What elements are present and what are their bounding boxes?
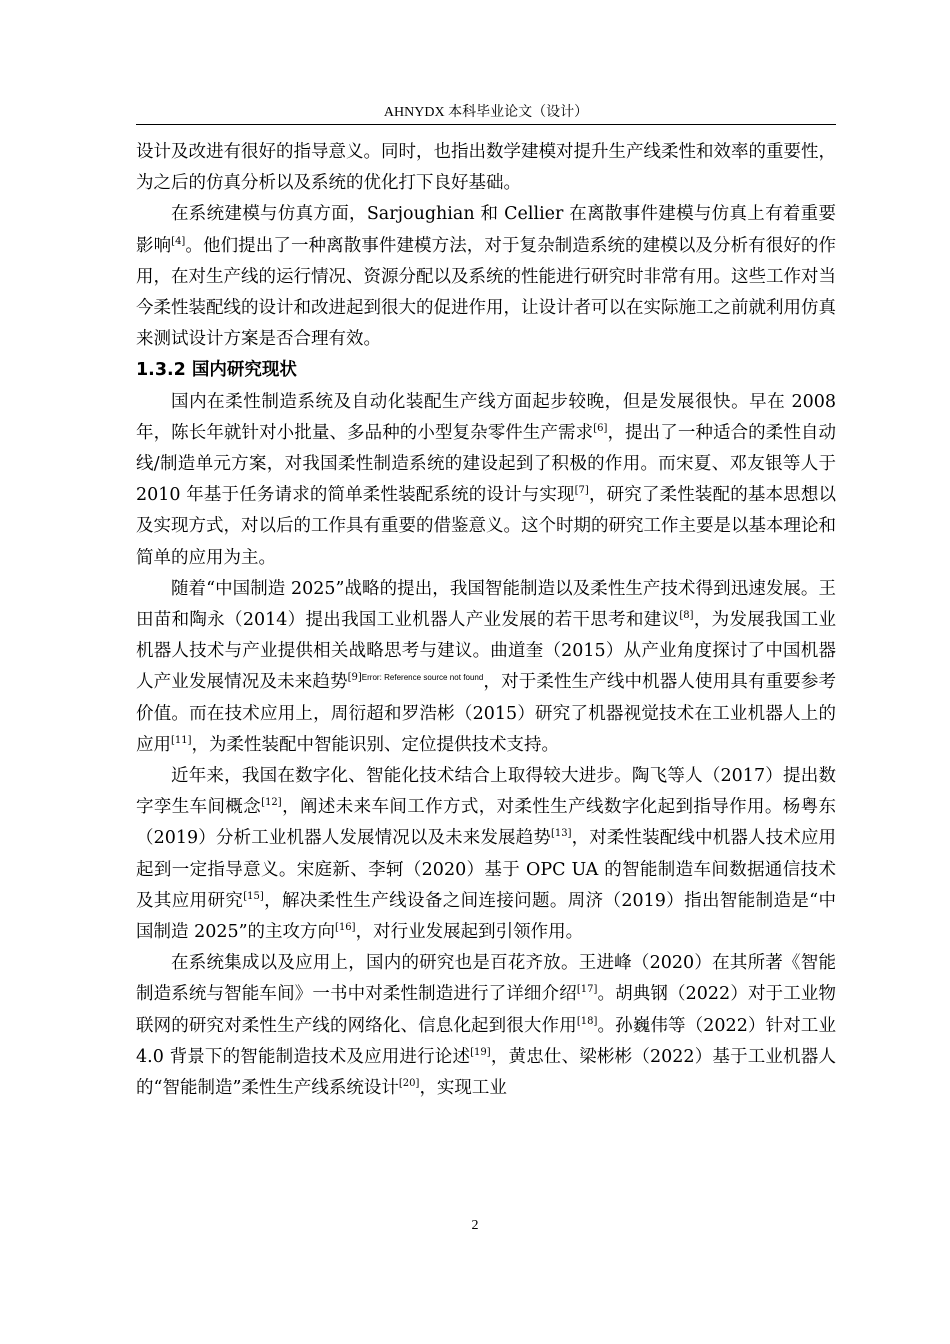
text-run: ，解决柔性生产线设备之间连接问题。周济（2019）指出智能制造是“中国制造 2025”的主攻方向 bbox=[136, 890, 836, 943]
citation-ref: [19] bbox=[470, 1046, 491, 1058]
paragraph bbox=[136, 574, 836, 761]
citation-ref: [9] bbox=[347, 672, 362, 684]
text-run: ，实现工业 bbox=[419, 1078, 507, 1099]
text-run: 近年来，我国在数字化、智能化技术结合上取得较大进步。陶飞等人（2017）提出数字孪生车间概念 bbox=[136, 766, 836, 818]
running-header: AHNYDX 本科毕业论文（设计） bbox=[383, 105, 589, 120]
paragraph bbox=[136, 387, 836, 574]
paragraph bbox=[136, 199, 836, 355]
text-run: ，为发展我国工业机器人技术与产业提供相关战略思考与建议。曲道奎（2015）从产业角度探讨了中国机器人产业发展情况及未来趋势 bbox=[136, 610, 837, 693]
text-run: ，黄忠仕、梁彬彬（2022）基于工业机器人的“智能制造”柔性生产线系统设计 bbox=[136, 1046, 836, 1099]
header-rule bbox=[136, 124, 836, 125]
citation-ref: [15] bbox=[243, 890, 264, 902]
citation-ref: [6] bbox=[593, 422, 608, 434]
citation-ref: [16] bbox=[335, 922, 356, 934]
citation-ref: [4] bbox=[171, 235, 186, 247]
paragraph bbox=[136, 761, 836, 948]
citation-ref: [18] bbox=[576, 1015, 598, 1027]
citation-ref: [13] bbox=[550, 828, 572, 840]
text-run: ，对柔性装配线中机器人技术应用起到一定指导意义。宋庭新、李轲（2020）基于 OPC UA 的智能制造车间数据通信技术及其应用研究 bbox=[136, 828, 836, 911]
text-run: ，对于柔性生产线中机器人使用具有重要参考价值。而在技术应用上，周衍超和罗浩彬（2015）研究了机器视觉技术在工业机器人上的应用 bbox=[136, 672, 837, 755]
text-run: ，阐述未来车间工作方式，对柔性生产线数字化起到指导作用。杨粤东（2019）分析工业机器人发展情况以及未来发展趋势 bbox=[136, 797, 837, 849]
text-run: 。胡典钢（2022）对于工业物联网的研究对柔性生产线的网络化、信息化起到很大作用 bbox=[136, 984, 836, 1036]
body-text bbox=[136, 137, 836, 1104]
text-run: 国内在柔性制造系统及自动化装配生产线方面起步较晚，但是发展很快。早在 2008 年，陈长年就针对小批量、多品种的小型复杂零件生产需求 bbox=[136, 391, 836, 443]
text-run: 在系统集成以及应用上，国内的研究也是百花齐放。王进峰（2020）在其所著《智能制造系统与智能车间》一书中对柔性制造进行了详细介绍 bbox=[136, 953, 836, 1005]
paragraph bbox=[136, 948, 836, 1104]
text-run: ，提出了一种适合的柔性自动线/制造单元方案，对我国柔性制造系统的建设起到了积极的作用。而宋夏、邓友银等人于 2010 年基于任务请求的简单柔性装配系统的设计与实现 bbox=[136, 422, 836, 506]
citation-ref: [8] bbox=[679, 610, 694, 622]
text-run: ，研究了柔性装配的基本思想以及实现方式，对以后的工作具有重要的借鉴意义。这个时期的研究工作主要是以基本理论和简单的应用为主。 bbox=[136, 485, 836, 568]
text-run: ，为柔性装配中智能识别、定位提供技术支持。 bbox=[191, 734, 560, 755]
citation-ref: [17] bbox=[576, 984, 598, 996]
text-run: 随着“中国制造 2025”战略的提出，我国智能制造以及柔性生产技术得到迅速发展。王田苗和陶永（2014）提出我国工业机器人产业发展的若干思考和建议 bbox=[136, 578, 836, 631]
text-run: 。孙巍伟等（2022）针对工业 4.0 背景下的智能制造技术及应用进行论述 bbox=[136, 1015, 836, 1067]
page-number: 2 bbox=[471, 1218, 479, 1233]
citation-ref: [7] bbox=[574, 485, 589, 497]
citation-ref: [11] bbox=[171, 734, 192, 746]
citation-ref: [12] bbox=[261, 797, 282, 809]
text-run: 设计及改进有很好的指导意义。同时，也指出数学建模对提升生产线柔性和效率的重要性，为之后的仿真分析以及系统的优化打下良好基础。 bbox=[136, 142, 836, 194]
text-run: 在系统建模与仿真方面，Sarjoughian 和 Cellier 在离散事件建模与仿真上有着重要影响 bbox=[136, 204, 836, 256]
paragraph bbox=[136, 137, 836, 199]
section-heading: 1.3.2 国内研究现状 bbox=[136, 360, 297, 381]
reference-error: Error: Reference source not found bbox=[361, 673, 484, 683]
text-run: ，对行业发展起到引领作用。 bbox=[355, 922, 584, 943]
text-run: 。他们提出了一种离散事件建模方法，对于复杂制造系统的建模以及分析有很好的作用，在对生产线的运行情况、资源分配以及系统的性能进行研究时非常有用。这些工作对当今柔性装配线的设计和改进起到很大的促进作用，让设计者可以在实际施工之前就利用仿真来测试设计方案是否合理有效。 bbox=[136, 235, 836, 350]
citation-ref: [20] bbox=[398, 1078, 420, 1090]
